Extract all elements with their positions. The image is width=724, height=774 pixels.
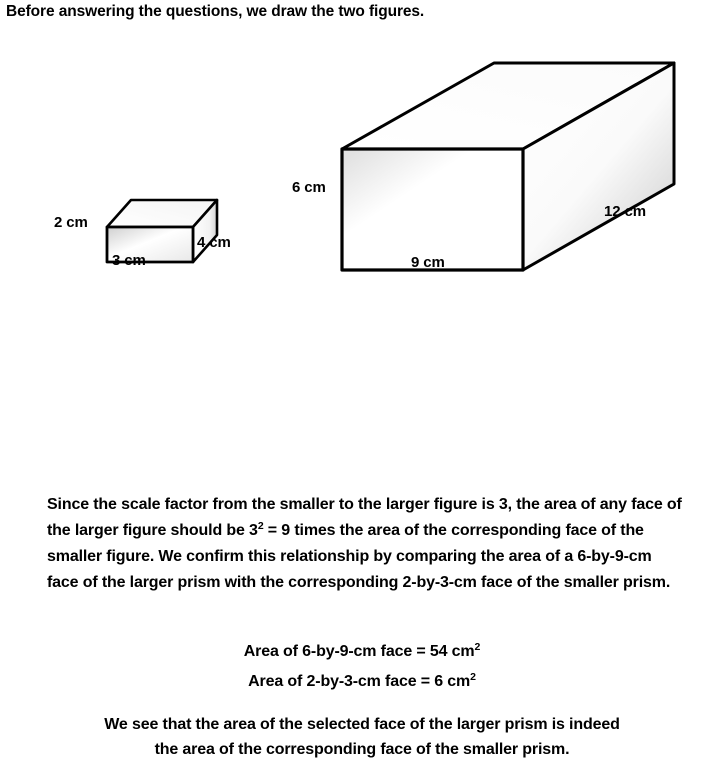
large-prism-front-face (342, 149, 523, 270)
large-prism-shape (342, 63, 674, 270)
large-prism-depth-label: 12 cm (604, 203, 647, 220)
equation-small-face-area (0, 673, 724, 691)
explanation-paragraph (47, 492, 687, 596)
explanation-part-2: = 9 times the area of the corresponding face of the smaller figure. We confirm this relationship by comparing the area of a 6-by-9-cm face of the larger prism with the corresponding 2-by-3-cm face of the smaller prism. (47, 522, 671, 591)
prism-figures-illustration (0, 22, 724, 292)
equation-large-face-area (0, 643, 724, 661)
small-prism-height-label: 2 cm (54, 214, 88, 231)
equation-large-face-exponent: 2 (474, 641, 481, 654)
large-prism-height-label: 6 cm (292, 179, 326, 196)
explanation-part-1: Since the scale factor from the smaller to the larger figure is 3, the area of any face of the larger figure should be 3 (47, 496, 682, 539)
conclusion-paragraph (22, 712, 702, 762)
equation-large-face-text: Area of 6-by-9-cm face = 54 cm (243, 643, 475, 660)
exponent-two: 2 (257, 520, 264, 533)
conclusion-line-2: the area of the corresponding face of the smaller prism. (154, 741, 570, 758)
conclusion-line-1: We see that the area of the selected face of the larger prism is indeed (104, 716, 620, 733)
equation-small-face-exponent: 2 (470, 671, 476, 684)
large-prism-width-label: 9 cm (411, 254, 445, 271)
small-prism-width-label: 3 cm (112, 252, 146, 269)
equation-small-face-text: Area of 2-by-3-cm face = 6 cm (248, 673, 471, 690)
page-intro-text: Before answering the questions, we draw the two figures. (6, 3, 425, 20)
small-prism-depth-label: 4 cm (197, 234, 231, 251)
